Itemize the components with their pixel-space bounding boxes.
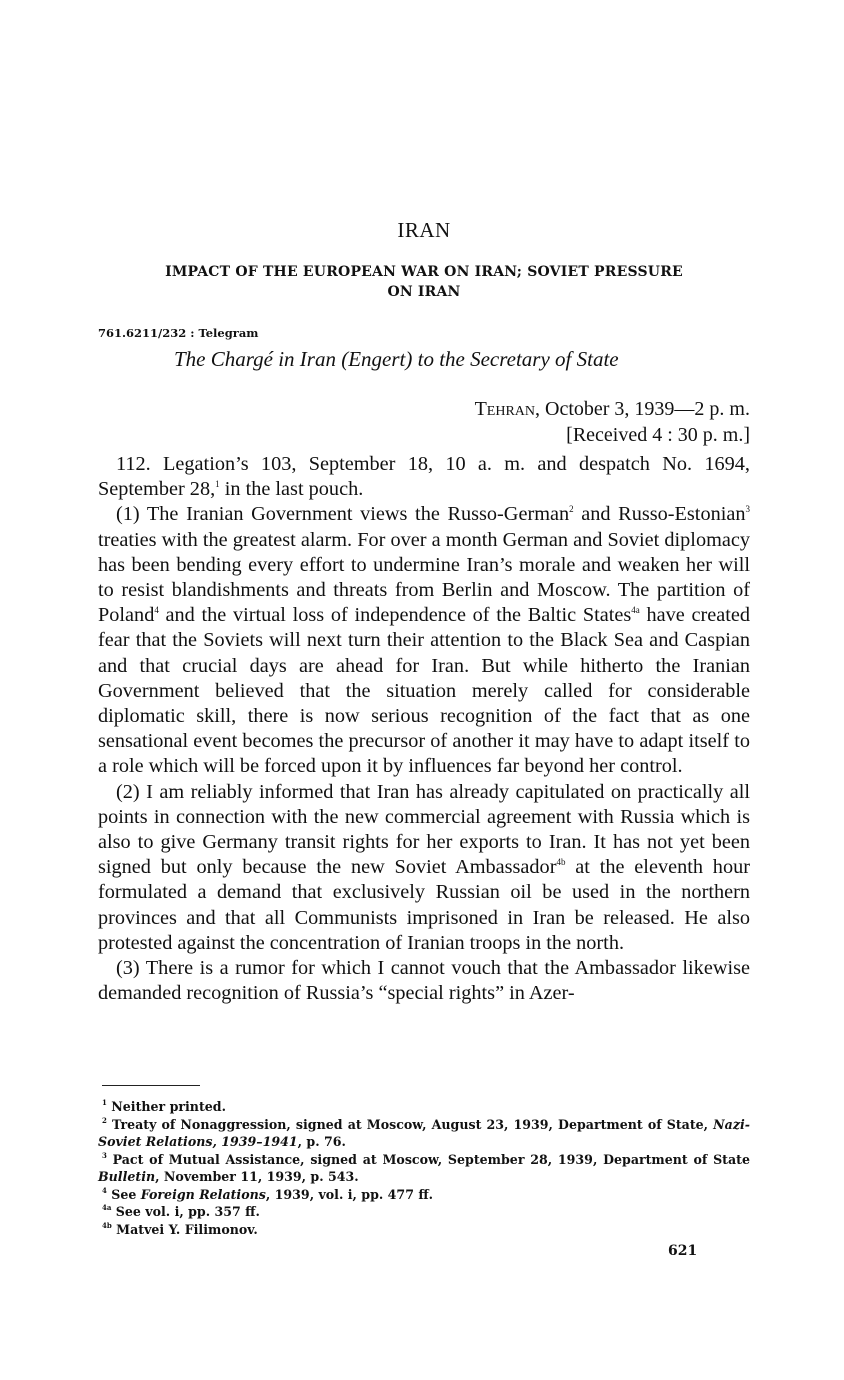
subject-line-1: IMPACT OF THE EUROPEAN WAR ON IRAN; SOVIET PRESSURE (165, 264, 683, 280)
footnote-text: Treaty of Nonaggression, signed at Moscow, August 23, 1939, Department of State, (106, 1116, 714, 1132)
paragraph-text: have created fear that the Soviets will next turn their attention to the Black Sea and Caspian and that crucial days are ahead for Iran. But while hitherto the Iranian Government believed that the situation merely called for considerable diplomatic skill, there is now serious recognition of the fact that as one sensational event becomes the precursor of another it may have to adapt itself to a role which will be forced upon it by influences far beyond her control. (98, 604, 750, 778)
paragraph-text: (1) The Iranian Government views the Russo-German (116, 503, 570, 526)
file-reference: 761.6211/232 : Telegram (98, 326, 259, 340)
subject-line-2: ON IRAN (387, 284, 461, 300)
page-number: 621 (668, 1243, 698, 1259)
footnote-mark: 4 (102, 1185, 107, 1195)
paragraph-intro (98, 452, 750, 502)
footnote-mark: 4a (102, 1203, 112, 1212)
footnote-divider (102, 1085, 200, 1086)
footnote-text: Pact of Mutual Assistance, signed at Moscow, September 28, 1939, Department of State (106, 1151, 750, 1167)
dateline-sent (475, 396, 750, 422)
document-heading: The Chargé in Iran (Engert) to the Secretary of State (174, 347, 619, 371)
footnote-ref: 4a (631, 605, 640, 616)
footnote-text: Neither printed. (106, 1099, 226, 1114)
footnote-mark: 4b (102, 1220, 112, 1230)
footnote-3 (98, 1151, 750, 1186)
footnote-mark: 3 (102, 1150, 107, 1160)
paragraph-text: 112. Legation’s 103, September 18, 10 a. m. and despatch No. 1694, September 28, (98, 453, 750, 501)
paragraph-3: (3) There is a rumor for which I cannot vouch that the Ambassador likewise demanded recognition of Russia’s “special rights” in Azer- (98, 957, 750, 1005)
footnote-title: Bulletin (98, 1169, 156, 1184)
dateline (475, 396, 750, 448)
footnote-4a (98, 1203, 750, 1221)
telegram-body (98, 452, 750, 1006)
footnote-text: Matvei Y. Filimonov. (111, 1221, 258, 1237)
footnote-ref: 2 (569, 504, 574, 515)
paragraph-text: (2) I am reliably informed that Iran has already capitulated on practically all points in connection with the new commercial agreement with Russia which is also to give Germany transit rights for her exports to Iran. It has not yet been signed but only because the new Soviet Ambassador (98, 780, 750, 879)
footnote-text: See vol. i, pp. 357 ff. (111, 1204, 260, 1219)
footnote-title: Nazi-Soviet Relations, 1939–1941 (98, 1116, 750, 1149)
paragraph-text: treaties with the greatest alarm. For over a month German and Soviet diplomacy has been bending every effort to undermine Iran’s morale and weaken her will to resist blandishments and threats from Berlin and Moscow. The partition of Poland (98, 528, 750, 627)
footnote-text: See (106, 1186, 141, 1202)
footnote-ref: 3 (745, 504, 750, 515)
paragraph-2 (98, 780, 750, 956)
footnote-4b (98, 1221, 750, 1239)
footnote-title: Foreign Relations (140, 1186, 266, 1202)
footnote-text: , p. 76. (297, 1134, 346, 1149)
dateline-date: , October 3, 1939—2 p. m. (535, 398, 750, 420)
footnote-2 (98, 1116, 750, 1151)
footnotes (98, 1098, 750, 1238)
footnote-text: , 1939, vol. i, pp. 477 ff. (265, 1186, 434, 1202)
paragraph-text: at the eleventh hour formulated a demand that exclusively Russian oil be used in the northern provinces and that all Communists imprisoned in Iran be released. He also protested against the concentration of Iranian troops in the north. (98, 856, 750, 954)
footnote-ref: 4 (154, 605, 159, 616)
section-title: IRAN (397, 218, 451, 242)
paragraph-text: in the last pouch. (219, 478, 364, 501)
paragraph-text: and the virtual loss of independence of the Baltic States (158, 604, 632, 627)
paragraph-text: and Russo-Estonian (573, 503, 746, 526)
paragraph-1 (98, 502, 750, 779)
dateline-place: Tehran (474, 398, 536, 420)
footnote-ref: 1 (215, 479, 220, 490)
footnote-text: , November 11, 1939, p. 543. (155, 1169, 359, 1184)
dateline-received: [Received 4 : 30 p. m.] (566, 424, 750, 446)
footnote-ref: 4b (556, 857, 566, 868)
footnote-4 (98, 1186, 750, 1204)
footnote-mark: 2 (102, 1115, 107, 1125)
footnote-1 (98, 1098, 750, 1116)
subject-heading (98, 262, 750, 302)
footnote-mark: 1 (102, 1098, 107, 1107)
